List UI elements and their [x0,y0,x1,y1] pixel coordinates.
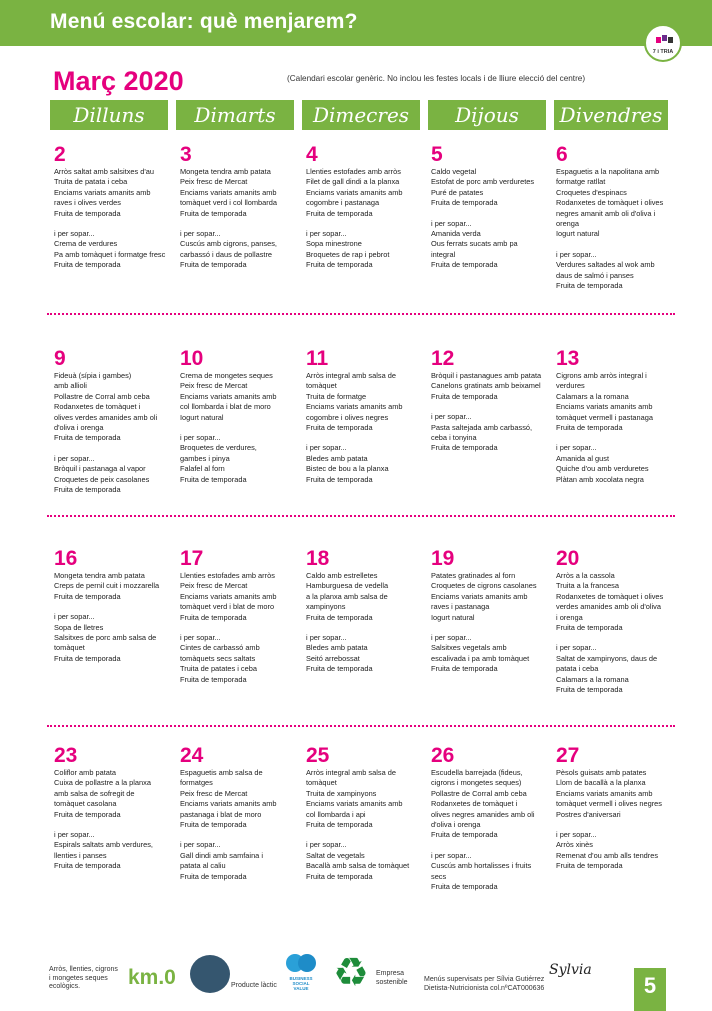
lunch-item: Iogurt natural [556,229,600,239]
lunch-item: Arròs saltat amb salsitxes d'au [54,167,154,176]
lunch-item: Fruita de temporada [54,433,121,443]
dinner-item: Quiche d'ou amb verduretes [556,464,649,474]
dinner-item: Fruita de temporada [180,474,247,484]
lunch-item: cogombre i pastanaga [306,198,380,208]
dinner-item: Calamars a la romana [556,674,629,684]
lunch-item: tomàquet [306,778,337,788]
lunch-item: Pollastre de Corral amb ceba [54,391,150,401]
weekday-header-4: Divendres [554,100,668,130]
dinner-item: Espirals saltats amb verdures, [54,840,153,850]
lunch-item: Iogurt natural [180,412,224,422]
lunch-item: Rodanxetes de tomàquet i olives [556,591,664,601]
day-cell [306,548,428,675]
lunch-item: Enciams variats amanits amb [306,187,403,197]
lunch-item: Fruita de temporada [556,423,623,433]
lunch-item: Peix fresc de Mercat [180,581,248,591]
dinner-item: Fruita de temporada [180,871,247,881]
dinner-item: Fruita de temporada [306,260,373,270]
lunch-item: Caldo amb estrelletes [306,571,378,580]
page-number: 5 [634,968,666,1011]
weekday-header-1: Dimarts [176,100,294,130]
day-cell [431,548,553,675]
lunch-item: Peix fresc de Mercat [180,788,248,798]
lunch-item: Fruita de temporada [431,830,498,840]
page-title: Menú escolar: què menjarem? [50,10,358,33]
lunch-item: amb allioli [54,381,87,391]
dinner-item: Bròquil i pastanaga al vapor [54,464,146,474]
lunch-item: raves i pastanaga [431,602,490,612]
day-number: 13 [556,347,580,370]
dinner-item: Remenat d'ou amb alls tendres [556,850,659,860]
lunch-item: Fruita de temporada [54,208,121,218]
dinner-item: tomàquet [54,643,85,653]
day-number: 24 [180,744,204,767]
dinner-item: Truita de patates i ceba [180,664,257,674]
signature: Sylvia [549,962,592,978]
dinner-item: Broquetes de rap i pebrot [306,249,390,259]
dinner-item: Sopa de lletres [54,622,104,632]
lunch-item: Croquetes d'espinacs [556,187,627,197]
lunch-item: Hamburguesa de vedella [306,581,389,591]
logo-text: 7 i TRIA [652,49,674,55]
lunch-item: Peix fresc de Mercat [180,177,248,187]
lunch-item: d'oliva i orenga [54,423,104,433]
lunch-item: Fruita de temporada [180,208,247,218]
lunch-item: Truita de xampinyons [306,788,377,798]
lunch-item: Truita de patata i ceba [54,177,128,187]
supervised-note: Menús supervisats per Sílvia Gutiérrez Dietista-Nutricionista col.nºCAT000636 [424,976,545,992]
dinner-item: Fruita de temporada [306,474,373,484]
dinner-item: Fruita de temporada [431,882,498,892]
dinner-item: Bacallà amb salsa de tomàquet [306,861,410,871]
header-bar [0,0,712,46]
lunch-item: Enciams variats amanits amb [180,391,277,401]
day-cell [180,548,302,685]
lunch-item: Canelons gratinats amb beixamel [431,381,541,391]
lunch-item: Iogurt natural [431,612,475,622]
lunch-item: col llombarda i api [306,809,366,819]
lunch-item: Calamars a la romana [556,391,629,401]
dinner-item: Salsitxes de porc amb salsa de [54,633,157,643]
dinner-item: escalivada i pa amb tomàquet [431,653,530,663]
dinner-heading: i per sopar... [306,633,347,643]
dinner-item: Verdures saltades al wok amb [556,260,655,270]
dinner-item: Fruita de temporada [180,674,247,684]
dinner-item: Fruita de temporada [431,260,498,270]
dinner-item: secs [431,871,447,881]
dinner-item: Fruita de temporada [306,664,373,674]
lunch-item: Rodanxetes de tomàquet i [431,799,518,809]
lunch-item: Enciams variats amanits amb [556,788,653,798]
dinner-item: Croquetes de peix casolanes [54,474,150,484]
lunch-item: Cigrons amb arròs integral i [556,371,647,380]
dinner-heading: i per sopar... [306,840,347,850]
dinner-item: Amanida al gust [556,453,609,463]
organic-note: Arròs, llenties, cigrons i mongetes seques ecològics. [49,966,118,990]
lunch-item: Fruita de temporada [306,208,373,218]
lunch-item: Bròquil i pastanagues amb patata [431,371,542,380]
day-number: 12 [431,347,455,370]
lunch-item: Pèsols guisats amb patates [556,768,647,777]
dinner-heading: i per sopar... [431,633,472,643]
dinner-item: Fruita de temporada [54,861,121,871]
day-number: 20 [556,547,580,570]
lunch-item: Arròs integral amb salsa de [306,371,396,380]
dinner-item: integral [431,249,456,259]
lunch-item: Coliflor amb patata [54,768,117,777]
lunch-item: Fruita de temporada [431,391,498,401]
dinner-item: Bledes amb patata [306,453,368,463]
sustainable-label: Empresa sostenible [376,970,408,986]
dinner-item: Broquetes de verdures, [180,443,257,453]
lunch-item: cigrons i mongetes seques) [431,778,522,788]
lunch-item: Pollastre de Corral amb ceba [431,788,527,798]
day-cell [180,348,302,485]
dinner-item: Pasta saltejada amb carbassó, [431,422,533,432]
lunch-item: tomàquet [306,381,337,391]
day-number: 19 [431,547,455,570]
day-number: 10 [180,347,204,370]
week-separator [47,313,675,315]
lunch-item: verdures [556,381,585,391]
lunch-item: Enciams variats amanits amb [431,591,528,601]
lunch-item: formatges [180,778,213,788]
day-number: 9 [54,347,66,370]
dinner-item: llenties i panses [54,850,107,860]
dinner-item: Bistec de bou a la planxa [306,464,389,474]
lunch-item: Caldo vegetal [431,167,477,176]
lunch-item: Croquetes de cigrons casolanes [431,581,537,591]
lunch-item: Fruita de temporada [556,623,623,633]
lunch-item: Fruita de temporada [306,423,373,433]
day-number: 2 [54,143,66,166]
day-number: 4 [306,143,318,166]
lunch-item: olives verdes amanides amb oli [54,412,158,422]
lunch-item: Mongeta tendra amb patata [180,167,271,176]
lunch-item: Filet de gall dindi a la planxa [306,177,400,187]
day-number: 27 [556,744,580,767]
day-cell [306,144,428,271]
day-number: 11 [306,347,329,370]
dinner-heading: i per sopar... [556,249,597,259]
day-number: 6 [556,143,568,166]
lunch-item: Espaguetis a la napolitana amb [556,167,660,176]
dinner-item: Cuscús amb cigrons, panses, [180,239,277,249]
lunch-item: Postres d'aniversari [556,809,621,819]
lunch-item: Estofat de porc amb verduretes [431,177,535,187]
dinner-heading: i per sopar... [306,229,347,239]
lunch-item: pastanaga i blat de moro [180,809,262,819]
dinner-item: daus de salmó i panses [556,270,634,280]
lunch-item: a la planxa amb salsa de [306,591,388,601]
lunch-item: tomàquet vermell i olives negres [556,799,662,809]
day-cell [556,548,678,695]
lunch-item: Enciams variats amanits amb [306,799,403,809]
day-cell [54,348,176,495]
lunch-item: verdes amanides amb oli d'oliva [556,602,661,612]
dinner-heading: i per sopar... [431,850,472,860]
dinner-item: Saltat de xampinyons, daus de [556,653,658,663]
dinner-heading: i per sopar... [54,612,95,622]
lunch-item: Llom de bacallà a la planxa [556,778,646,788]
day-number: 16 [54,547,78,570]
dinner-item: gambes i pinya [180,453,230,463]
dinner-item: Saltat de vegetals [306,850,365,860]
day-number: 5 [431,143,443,166]
weekday-header-2: Dimecres [302,100,420,130]
dinner-item: Arròs xinès [556,840,593,850]
lunch-item: Enciams variats amanits amb [180,187,277,197]
day-cell [54,144,176,271]
dinner-heading: i per sopar... [431,412,472,422]
lunch-item: Fruita de temporada [431,198,498,208]
lunch-item: d'oliva i orenga [431,820,481,830]
lunch-item: Enciams variats amanits amb [556,402,653,412]
seven-i-tria-logo [644,24,682,62]
dairy-label: Producte làctic [231,982,277,989]
lunch-item: Truita a la francesa [556,581,619,591]
dinner-item: Fruita de temporada [54,260,121,270]
dinner-item: Fruita de temporada [54,485,121,495]
dinner-item: Amanida verda [431,229,481,239]
dinner-item: Fruita de temporada [180,260,247,270]
lunch-item: Fruita de temporada [180,820,247,830]
dinner-item: tomàquets secs saltats [180,653,256,663]
dinner-heading: i per sopar... [556,443,597,453]
lunch-item: tomàquet verd i col llombarda [180,198,277,208]
lunch-item: negres amanit amb oli d'oliva i [556,208,656,218]
day-cell [556,348,678,485]
lunch-item: amb salsa de sofregit de [54,788,135,798]
day-number: 23 [54,744,78,767]
lunch-item: Fruita de temporada [54,591,121,601]
day-number: 18 [306,547,330,570]
lunch-item: Cuixa de pollastre a la planxa [54,778,151,788]
lunch-item: Arròs a la cassola [556,571,615,580]
day-number: 17 [180,547,204,570]
lunch-item: Enciams variats amanits amb [306,402,403,412]
dinner-item: patata i ceba [556,664,599,674]
svg-text:SOCIAL: SOCIAL [292,981,310,986]
lunch-item: Fruita de temporada [180,612,247,622]
business-social-value-logo [284,952,318,992]
dinner-heading: i per sopar... [180,433,221,443]
km0-logo: km.0 [128,966,176,989]
day-number: 26 [431,744,455,767]
lunch-item: Fruita de temporada [54,809,121,819]
lunch-item: Llenties estofades amb arròs [306,167,401,176]
dinner-heading: i per sopar... [556,830,597,840]
lunch-item: Fruita de temporada [306,820,373,830]
lunch-item: col llombarda i blat de moro [180,402,271,412]
lunch-item: Crema de mongetes seques [180,371,273,380]
dinner-item: Cuscús amb hortalisses i fruits [431,861,532,871]
day-cell [431,745,553,892]
lunch-item: Rodanxetes de tomàquet i olives [556,198,664,208]
day-cell [180,144,302,271]
day-cell [180,745,302,882]
week-separator [47,725,675,727]
day-cell [556,745,678,872]
lunch-item: tomàquet verd i blat de moro [180,602,275,612]
dinner-item: Pa amb tomàquet i formatge fresc [54,249,166,259]
day-cell [556,144,678,291]
lunch-item: Mongeta tendra amb patata [54,571,145,580]
lunch-item: Puré de patates [431,187,484,197]
dinner-item: Fruita de temporada [556,685,623,695]
dinner-heading: i per sopar... [54,453,95,463]
lunch-item: formatge ratllat [556,177,606,187]
dinner-heading: i per sopar... [180,633,221,643]
dinner-heading: i per sopar... [306,443,347,453]
dinner-heading: i per sopar... [180,229,221,239]
lunch-item: Patates gratinades al forn [431,571,516,580]
dinner-heading: i per sopar... [556,643,597,653]
lunch-item: olives negres amanides amb oli [431,809,535,819]
dinner-item: carbassó i daus de pollastre [180,249,273,259]
dinner-item: Fruita de temporada [556,861,623,871]
lunch-item: Peix fresc de Mercat [180,381,248,391]
lunch-item: Enciams variats amanits amb [54,187,151,197]
dinner-item: Crema de verdures [54,239,118,249]
dinner-item: Seitó arrebossat [306,653,360,663]
lunch-item: Fruita de temporada [306,612,373,622]
dinner-item: Bledes amb patata [306,643,368,653]
lunch-item: Espaguetis amb salsa de [180,768,263,777]
lunch-item: Rodanxetes de tomàquet i [54,402,141,412]
dinner-item: ceba i tonyina [431,433,477,443]
dinner-item: Falafel al forn [180,464,225,474]
dinner-heading: i per sopar... [180,840,221,850]
lunch-item: Arròs integral amb salsa de [306,768,396,777]
lunch-item: Truita de formatge [306,391,367,401]
dinner-item: Cintes de carbassó amb [180,643,260,653]
lunch-item: Fideuà (sípia i gambes) [54,371,132,380]
lunch-item: Llenties estofades amb arròs [180,571,275,580]
lunch-item: xampinyons [306,602,346,612]
day-cell [431,348,553,454]
recycle-icon: ♻ [333,951,369,995]
calendar-note: (Calendari escolar genèric. No inclou les festes locals i de lliure elecció del centre) [287,74,586,83]
svg-text:VALUE: VALUE [293,986,309,991]
farm-logo [190,955,230,993]
dinner-item: Gall dindi amb samfaina i [180,850,263,860]
dinner-heading: i per sopar... [431,218,472,228]
lunch-item: orenga [556,219,580,229]
lunch-item: tomàquet casolana [54,799,117,809]
lunch-item: Creps de pernil cuit i mozzarella [54,581,160,591]
svg-text:BUSINESS: BUSINESS [289,976,313,981]
week-separator [47,515,675,517]
dinner-item: Fruita de temporada [54,653,121,663]
dinner-item: Fruita de temporada [431,664,498,674]
lunch-item: cogombre i olives negres [306,412,389,422]
dinner-item: Fruita de temporada [556,281,623,291]
weekday-header-0: Dilluns [50,100,168,130]
lunch-item: Enciams variats amanits amb [180,799,277,809]
weekday-header-3: Dijous [428,100,546,130]
dinner-item: Plàtan amb xocolata negra [556,474,644,484]
day-cell [54,745,176,872]
lunch-item: i orenga [556,612,583,622]
dinner-heading: i per sopar... [54,830,95,840]
day-cell [54,548,176,664]
day-number: 3 [180,143,192,166]
dinner-heading: i per sopar... [54,229,95,239]
day-cell [306,745,428,882]
lunch-item: tomàquet vermell i pastanaga [556,412,653,422]
dinner-item: patata al caliu [180,861,226,871]
dinner-item: Salsitxes vegetals amb [431,643,507,653]
day-cell [306,348,428,485]
day-number: 25 [306,744,330,767]
dinner-item: Fruita de temporada [431,443,498,453]
dinner-item: Fruita de temporada [306,871,373,881]
dinner-item: Ous ferrats sucats amb pa [431,239,518,249]
lunch-item: Enciams variats amanits amb [180,591,277,601]
dinner-item: Sopa minestrone [306,239,362,249]
lunch-item: raves i olives verdes [54,198,121,208]
lunch-item: Escudella barrejada (fideus, [431,768,523,777]
day-cell [431,144,553,271]
month-title: Març 2020 [53,66,184,96]
